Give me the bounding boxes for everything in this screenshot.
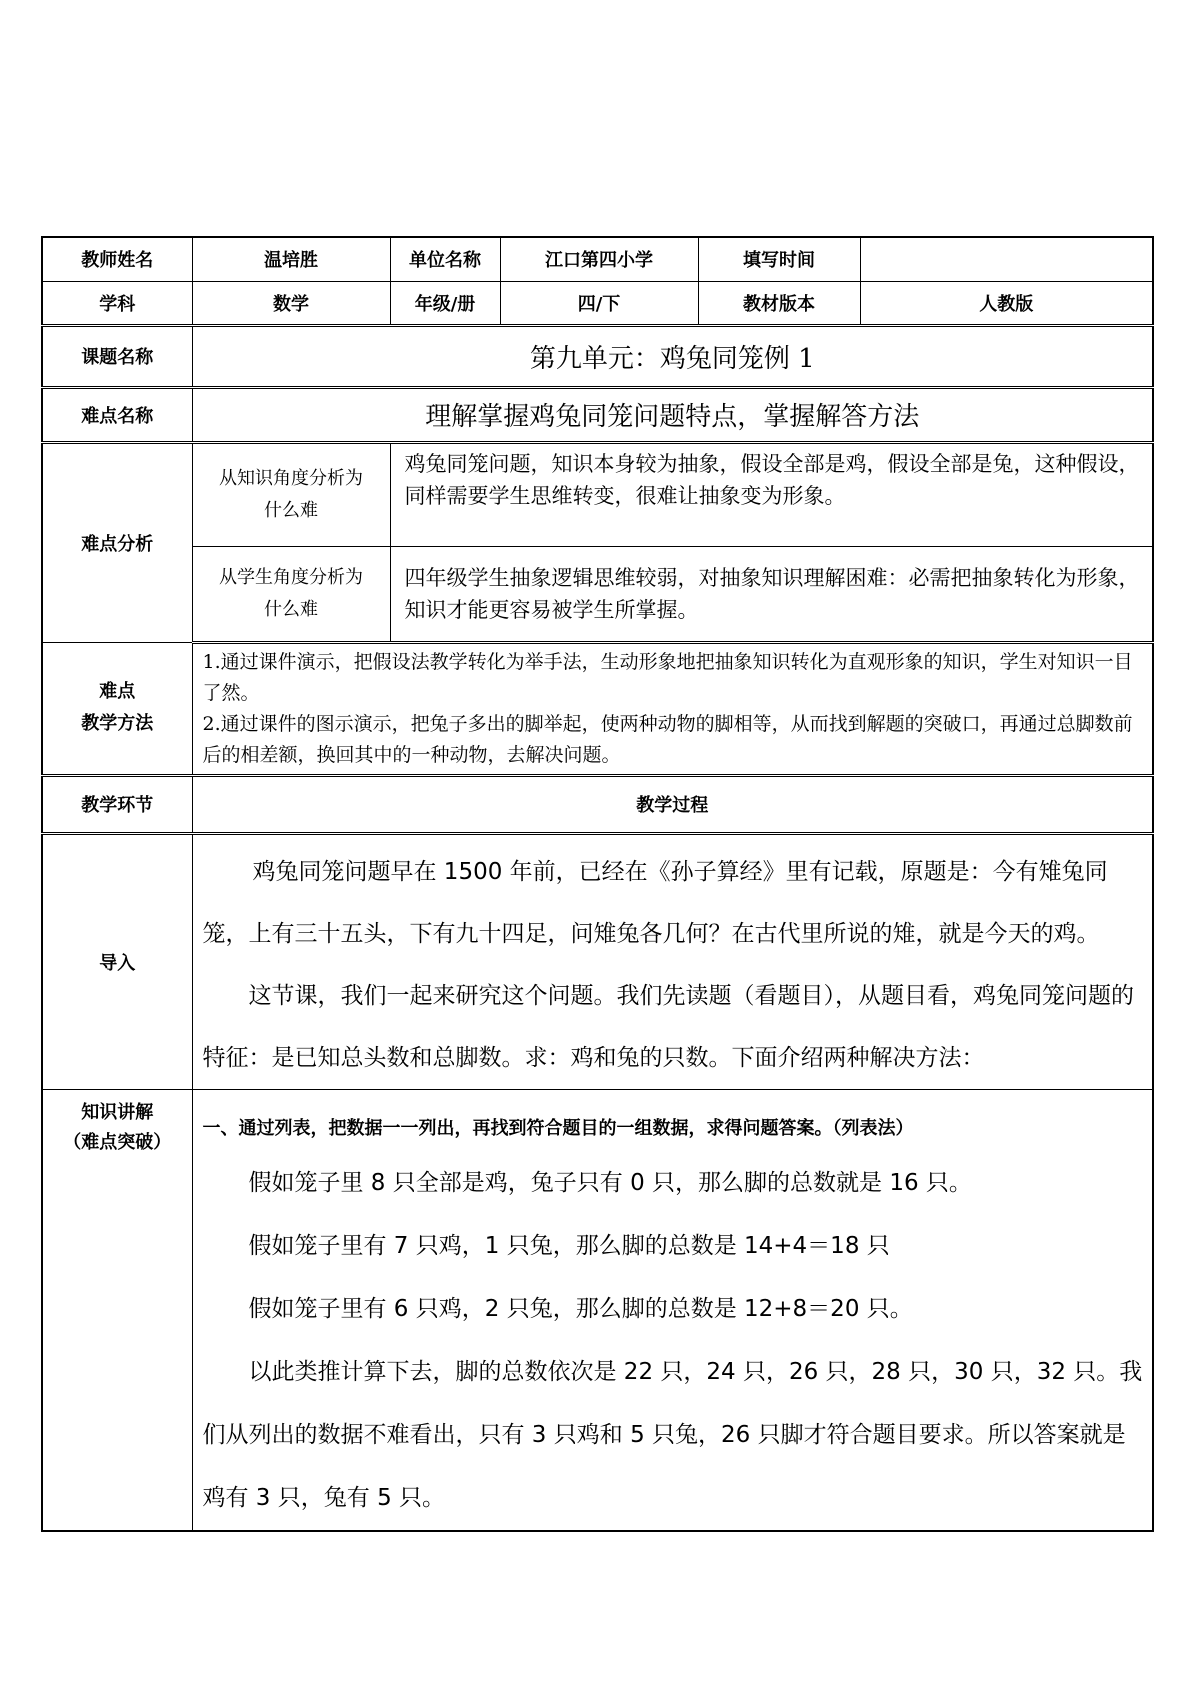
unit-name-label: 单位名称 bbox=[390, 237, 500, 281]
lesson-plan-table bbox=[41, 236, 1154, 1532]
subject-label: 学科 bbox=[42, 281, 192, 325]
method-item-2: 2.通过课件的图示演示，把兔子多出的脚举起，使两种动物的脚相等，从而找到解题的突破口，再通过总脚数前后的相差额，换回其中的一种动物，去解决问题。 bbox=[202, 712, 1133, 766]
method-label-line1: 难点 bbox=[99, 681, 136, 702]
fill-time-label: 填写时间 bbox=[698, 237, 860, 281]
knowledge-angle-label-line2: 什么难 bbox=[264, 499, 318, 521]
knowledge-line-2: 假如笼子里有 7 只鸡，1 只兔，那么脚的总数是 14+4＝18 只 bbox=[248, 1232, 890, 1259]
intro-paragraph-2: 这节课，我们一起来研究这个问题。我们先读题（看题目），从题目看，鸡兔同笼问题的特征：是已知总头数和总脚数。求：鸡和兔的只数。下面介绍两种解决方法： bbox=[202, 982, 1134, 1071]
knowledge-method-title: 一、通过列表，把数据一一列出，再找到符合题目的一组数据，求得问题答案。（列表法） bbox=[202, 1117, 914, 1139]
stage-header: 教学环节 bbox=[42, 775, 192, 833]
student-angle-label-line1: 从学生角度分析为 bbox=[219, 566, 363, 588]
textbook-label: 教材版本 bbox=[698, 281, 860, 325]
knowledge-line-4: 以此类推计算下去，脚的总数依次是 22 只，24 只，26 只，28 只，30 只，32 只。我们从列出的数据不难看出，只有 3 只鸡和 5 只兔，26 只脚才符合题目要求。所以答案就是鸡有 3 只，兔有 5 只。 bbox=[202, 1358, 1143, 1511]
topic-value: 第九单元：鸡兔同笼例 1 bbox=[192, 325, 1153, 387]
method-item-1: 1.通过课件演示，把假设法教学转化为举手法，生动形象地把抽象知识转化为直观形象的知识，学生对知识一目了然。 bbox=[202, 650, 1133, 704]
intro-label: 导入 bbox=[42, 833, 192, 1089]
student-angle-text: 四年级学生抽象逻辑思维较弱，对抽象知识理解困难：必需把抽象转化为形象，知识才能更容易被学生所掌握。 bbox=[390, 546, 1153, 642]
teacher-name-label: 教师姓名 bbox=[42, 237, 192, 281]
knowledge-label-line1: 知识讲解 bbox=[81, 1101, 154, 1123]
unit-name-value: 江口第四小学 bbox=[500, 237, 698, 281]
subject-value: 数学 bbox=[192, 281, 390, 325]
topic-label: 课题名称 bbox=[42, 325, 192, 387]
intro-content bbox=[192, 833, 1153, 1089]
knowledge-angle-text: 鸡兔同笼问题，知识本身较为抽象，假设全部是鸡，假设全部是兔，这种假设，同样需要学生思维转变，很难让抽象变为形象。 bbox=[390, 442, 1153, 546]
grade-value: 四/下 bbox=[500, 281, 698, 325]
grade-label: 年级/册 bbox=[390, 281, 500, 325]
knowledge-label-line2: （难点突破） bbox=[63, 1131, 172, 1153]
analysis-label: 难点分析 bbox=[42, 442, 192, 642]
textbook-value: 人教版 bbox=[860, 281, 1153, 325]
difficulty-label: 难点名称 bbox=[42, 387, 192, 442]
method-text bbox=[192, 642, 1153, 775]
student-angle-label-line2: 什么难 bbox=[264, 598, 318, 620]
knowledge-content bbox=[192, 1089, 1153, 1531]
teacher-name-value: 温培胜 bbox=[192, 237, 390, 281]
lesson-plan-page bbox=[41, 236, 1152, 1532]
knowledge-line-3: 假如笼子里有 6 只鸡，2 只兔，那么脚的总数是 12+8＝20 只。 bbox=[248, 1295, 913, 1322]
fill-time-value bbox=[860, 237, 1153, 281]
knowledge-angle-label-line1: 从知识角度分析为 bbox=[219, 467, 363, 489]
knowledge-angle-label bbox=[192, 442, 390, 546]
difficulty-value: 理解掌握鸡兔同笼问题特点，掌握解答方法 bbox=[192, 387, 1153, 442]
intro-paragraph-1: 鸡兔同笼问题早在 1500 年前，已经在《孙子算经》里有记载，原题是：今有雉兔同笼，上有三十五头，下有九十四足，问雉兔各几何？在古代里所说的雉，就是今天的鸡。 bbox=[202, 858, 1108, 947]
process-header: 教学过程 bbox=[192, 775, 1153, 833]
method-label bbox=[42, 642, 192, 775]
knowledge-label bbox=[42, 1089, 192, 1531]
knowledge-line-1: 假如笼子里 8 只全部是鸡，兔子只有 0 只，那么脚的总数就是 16 只。 bbox=[248, 1169, 972, 1196]
method-label-line2: 教学方法 bbox=[81, 713, 154, 734]
student-angle-label bbox=[192, 546, 390, 642]
